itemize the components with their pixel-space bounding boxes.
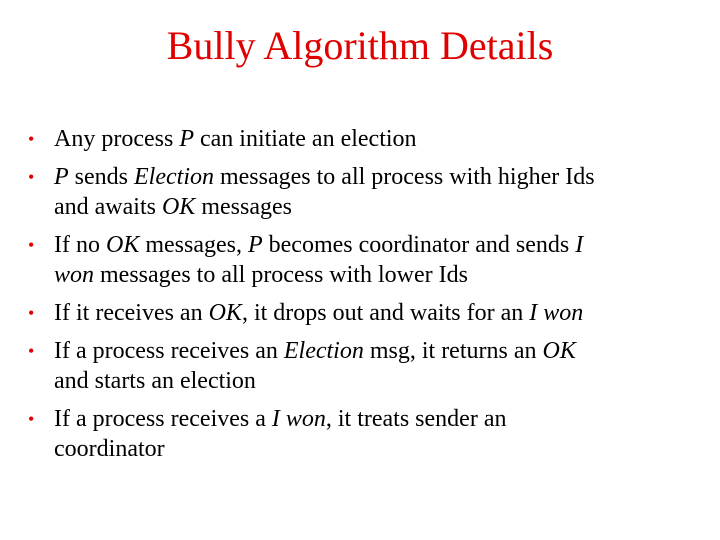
bullet-line — [54, 124, 708, 154]
bullet-marker: • — [28, 341, 35, 361]
bullet-item — [28, 230, 708, 290]
italic-term: I — [575, 232, 584, 258]
bullet-text: If a process receives an — [54, 338, 284, 364]
bullet-text: If no — [54, 232, 106, 258]
bullet-marker: • — [28, 409, 35, 429]
bullet-text: messages — [195, 194, 292, 220]
bullet-item — [28, 162, 708, 222]
bullet-marker: • — [28, 235, 35, 255]
bullet-marker: • — [28, 167, 35, 187]
bullet-item — [28, 298, 708, 328]
bullet-text: and awaits — [54, 194, 162, 220]
italic-term: I won — [529, 300, 584, 326]
bullet-text: messages to all process with higher Ids — [213, 164, 595, 190]
bullet-text: , it drops out and waits for an — [241, 300, 530, 326]
italic-term: P — [247, 232, 263, 258]
bullet-line — [54, 162, 708, 192]
italic-term: Election — [283, 338, 364, 364]
slide-title: Bully Algorithm Details — [166, 23, 554, 68]
bullet-line — [54, 260, 708, 290]
italic-term: P — [54, 164, 69, 190]
bullet-line — [54, 434, 708, 464]
italic-term: OK — [542, 338, 576, 364]
bullet-text: messages to all process with lower Ids — [94, 262, 468, 288]
bullet-text: , it treats sender an — [325, 406, 507, 432]
italic-term: won — [54, 262, 95, 288]
bullet-line — [54, 230, 708, 260]
bullet-line — [54, 404, 708, 434]
bullet-line — [54, 366, 708, 396]
bullet-list — [28, 124, 708, 472]
bullet-item — [28, 336, 708, 396]
bullet-text: becomes coordinator and sends — [262, 232, 576, 258]
bullet-item — [28, 404, 708, 464]
bullet-text: Any process — [54, 126, 180, 152]
bullet-marker: • — [28, 303, 35, 323]
bullet-text: If it receives an — [54, 300, 209, 326]
bullet-text: sends — [68, 164, 135, 190]
bullet-text: and starts an election — [54, 368, 256, 394]
bullet-line — [54, 192, 708, 222]
italic-term: OK — [208, 300, 242, 326]
italic-term: Election — [134, 164, 214, 190]
bullet-text: coordinator — [54, 436, 165, 462]
bullet-marker: • — [28, 129, 35, 149]
bullet-line — [54, 298, 708, 328]
italic-term: OK — [161, 194, 196, 220]
bullet-item — [28, 124, 708, 154]
bullet-text: If a process receives a — [54, 406, 272, 432]
italic-term: I won — [271, 406, 326, 432]
bullet-text: messages, — [139, 232, 248, 258]
bullet-line — [54, 336, 708, 366]
italic-term: P — [179, 126, 194, 152]
italic-term: OK — [105, 232, 140, 258]
bullet-text: msg, it returns an — [363, 338, 543, 364]
bullet-text: can initiate an election — [193, 126, 417, 152]
